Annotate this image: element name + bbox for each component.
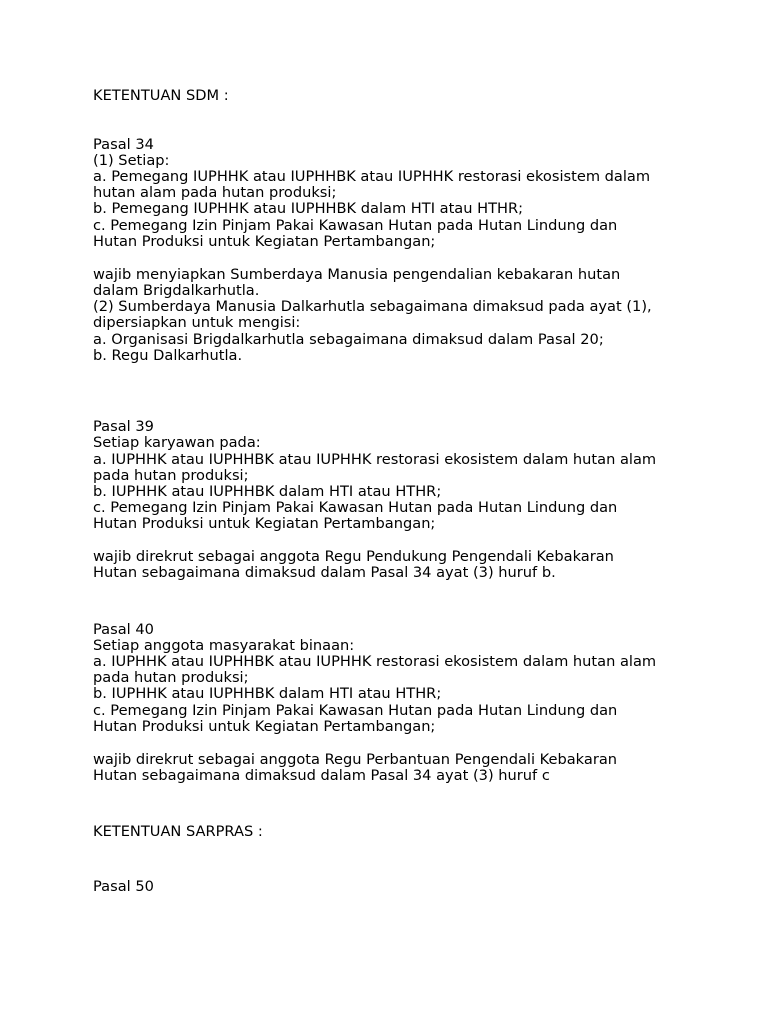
text-line: c. Pemegang Izin Pinjam Pakai Kawasan Hutan pada Hutan Lindung dan bbox=[93, 499, 618, 516]
article-heading-pasal-40: Pasal 40 bbox=[93, 621, 154, 638]
text-line: pada hutan produksi; bbox=[93, 467, 249, 484]
article-heading-pasal-50: Pasal 50 bbox=[93, 878, 154, 895]
text-line: Setiap karyawan pada: bbox=[93, 434, 261, 451]
section-heading-sdm: KETENTUAN SDM : bbox=[93, 87, 229, 104]
text-line: b. Regu Dalkarhutla. bbox=[93, 347, 243, 364]
text-line: b. Pemegang IUPHHK atau IUPHHBK dalam HTI atau HTHR; bbox=[93, 200, 524, 217]
text-line: dipersiapkan untuk mengisi: bbox=[93, 314, 301, 331]
text-line: wajib menyiapkan Sumberdaya Manusia pengendalian kebakaran hutan bbox=[93, 266, 621, 283]
text-line: a. Pemegang IUPHHK atau IUPHHBK atau IUPHHK restorasi ekosistem dalam bbox=[93, 168, 651, 185]
text-line: wajib direkrut sebagai anggota Regu Perbantuan Pengendali Kebakaran bbox=[93, 751, 618, 768]
section-heading-sarpras: KETENTUAN SARPRAS : bbox=[93, 823, 263, 840]
text-line: (1) Setiap: bbox=[93, 152, 170, 169]
text-line: a. IUPHHK atau IUPHHBK atau IUPHHK restorasi ekosistem dalam hutan alam bbox=[93, 653, 657, 670]
text-line: Hutan Produksi untuk Kegiatan Pertambangan; bbox=[93, 718, 436, 735]
text-line: hutan alam pada hutan produksi; bbox=[93, 184, 337, 201]
text-line: c. Pemegang Izin Pinjam Pakai Kawasan Hutan pada Hutan Lindung dan bbox=[93, 702, 618, 719]
text-line: wajib direkrut sebagai anggota Regu Pendukung Pengendali Kebakaran bbox=[93, 548, 614, 565]
text-line: Hutan sebagaimana dimaksud dalam Pasal 34 ayat (3) huruf c bbox=[93, 767, 550, 784]
text-line: b. IUPHHK atau IUPHHBK dalam HTI atau HTHR; bbox=[93, 483, 442, 500]
article-heading-pasal-39: Pasal 39 bbox=[93, 418, 154, 435]
text-line: pada hutan produksi; bbox=[93, 669, 249, 686]
text-line: dalam Brigdalkarhutla. bbox=[93, 282, 260, 299]
text-line: b. IUPHHK atau IUPHHBK dalam HTI atau HTHR; bbox=[93, 685, 442, 702]
text-line: Hutan sebagaimana dimaksud dalam Pasal 34 ayat (3) huruf b. bbox=[93, 564, 556, 581]
text-line: c. Pemegang Izin Pinjam Pakai Kawasan Hutan pada Hutan Lindung dan bbox=[93, 217, 618, 234]
text-line: (2) Sumberdaya Manusia Dalkarhutla sebagaimana dimaksud pada ayat (1), bbox=[93, 298, 652, 315]
text-line: Hutan Produksi untuk Kegiatan Pertambangan; bbox=[93, 233, 436, 250]
text-line: a. Organisasi Brigdalkarhutla sebagaimana dimaksud dalam Pasal 20; bbox=[93, 331, 604, 348]
text-line: Setiap anggota masyarakat binaan: bbox=[93, 637, 355, 654]
text-line: Hutan Produksi untuk Kegiatan Pertambangan; bbox=[93, 515, 436, 532]
article-heading-pasal-34: Pasal 34 bbox=[93, 136, 154, 153]
text-line: a. IUPHHK atau IUPHHBK atau IUPHHK restorasi ekosistem dalam hutan alam bbox=[93, 451, 657, 468]
